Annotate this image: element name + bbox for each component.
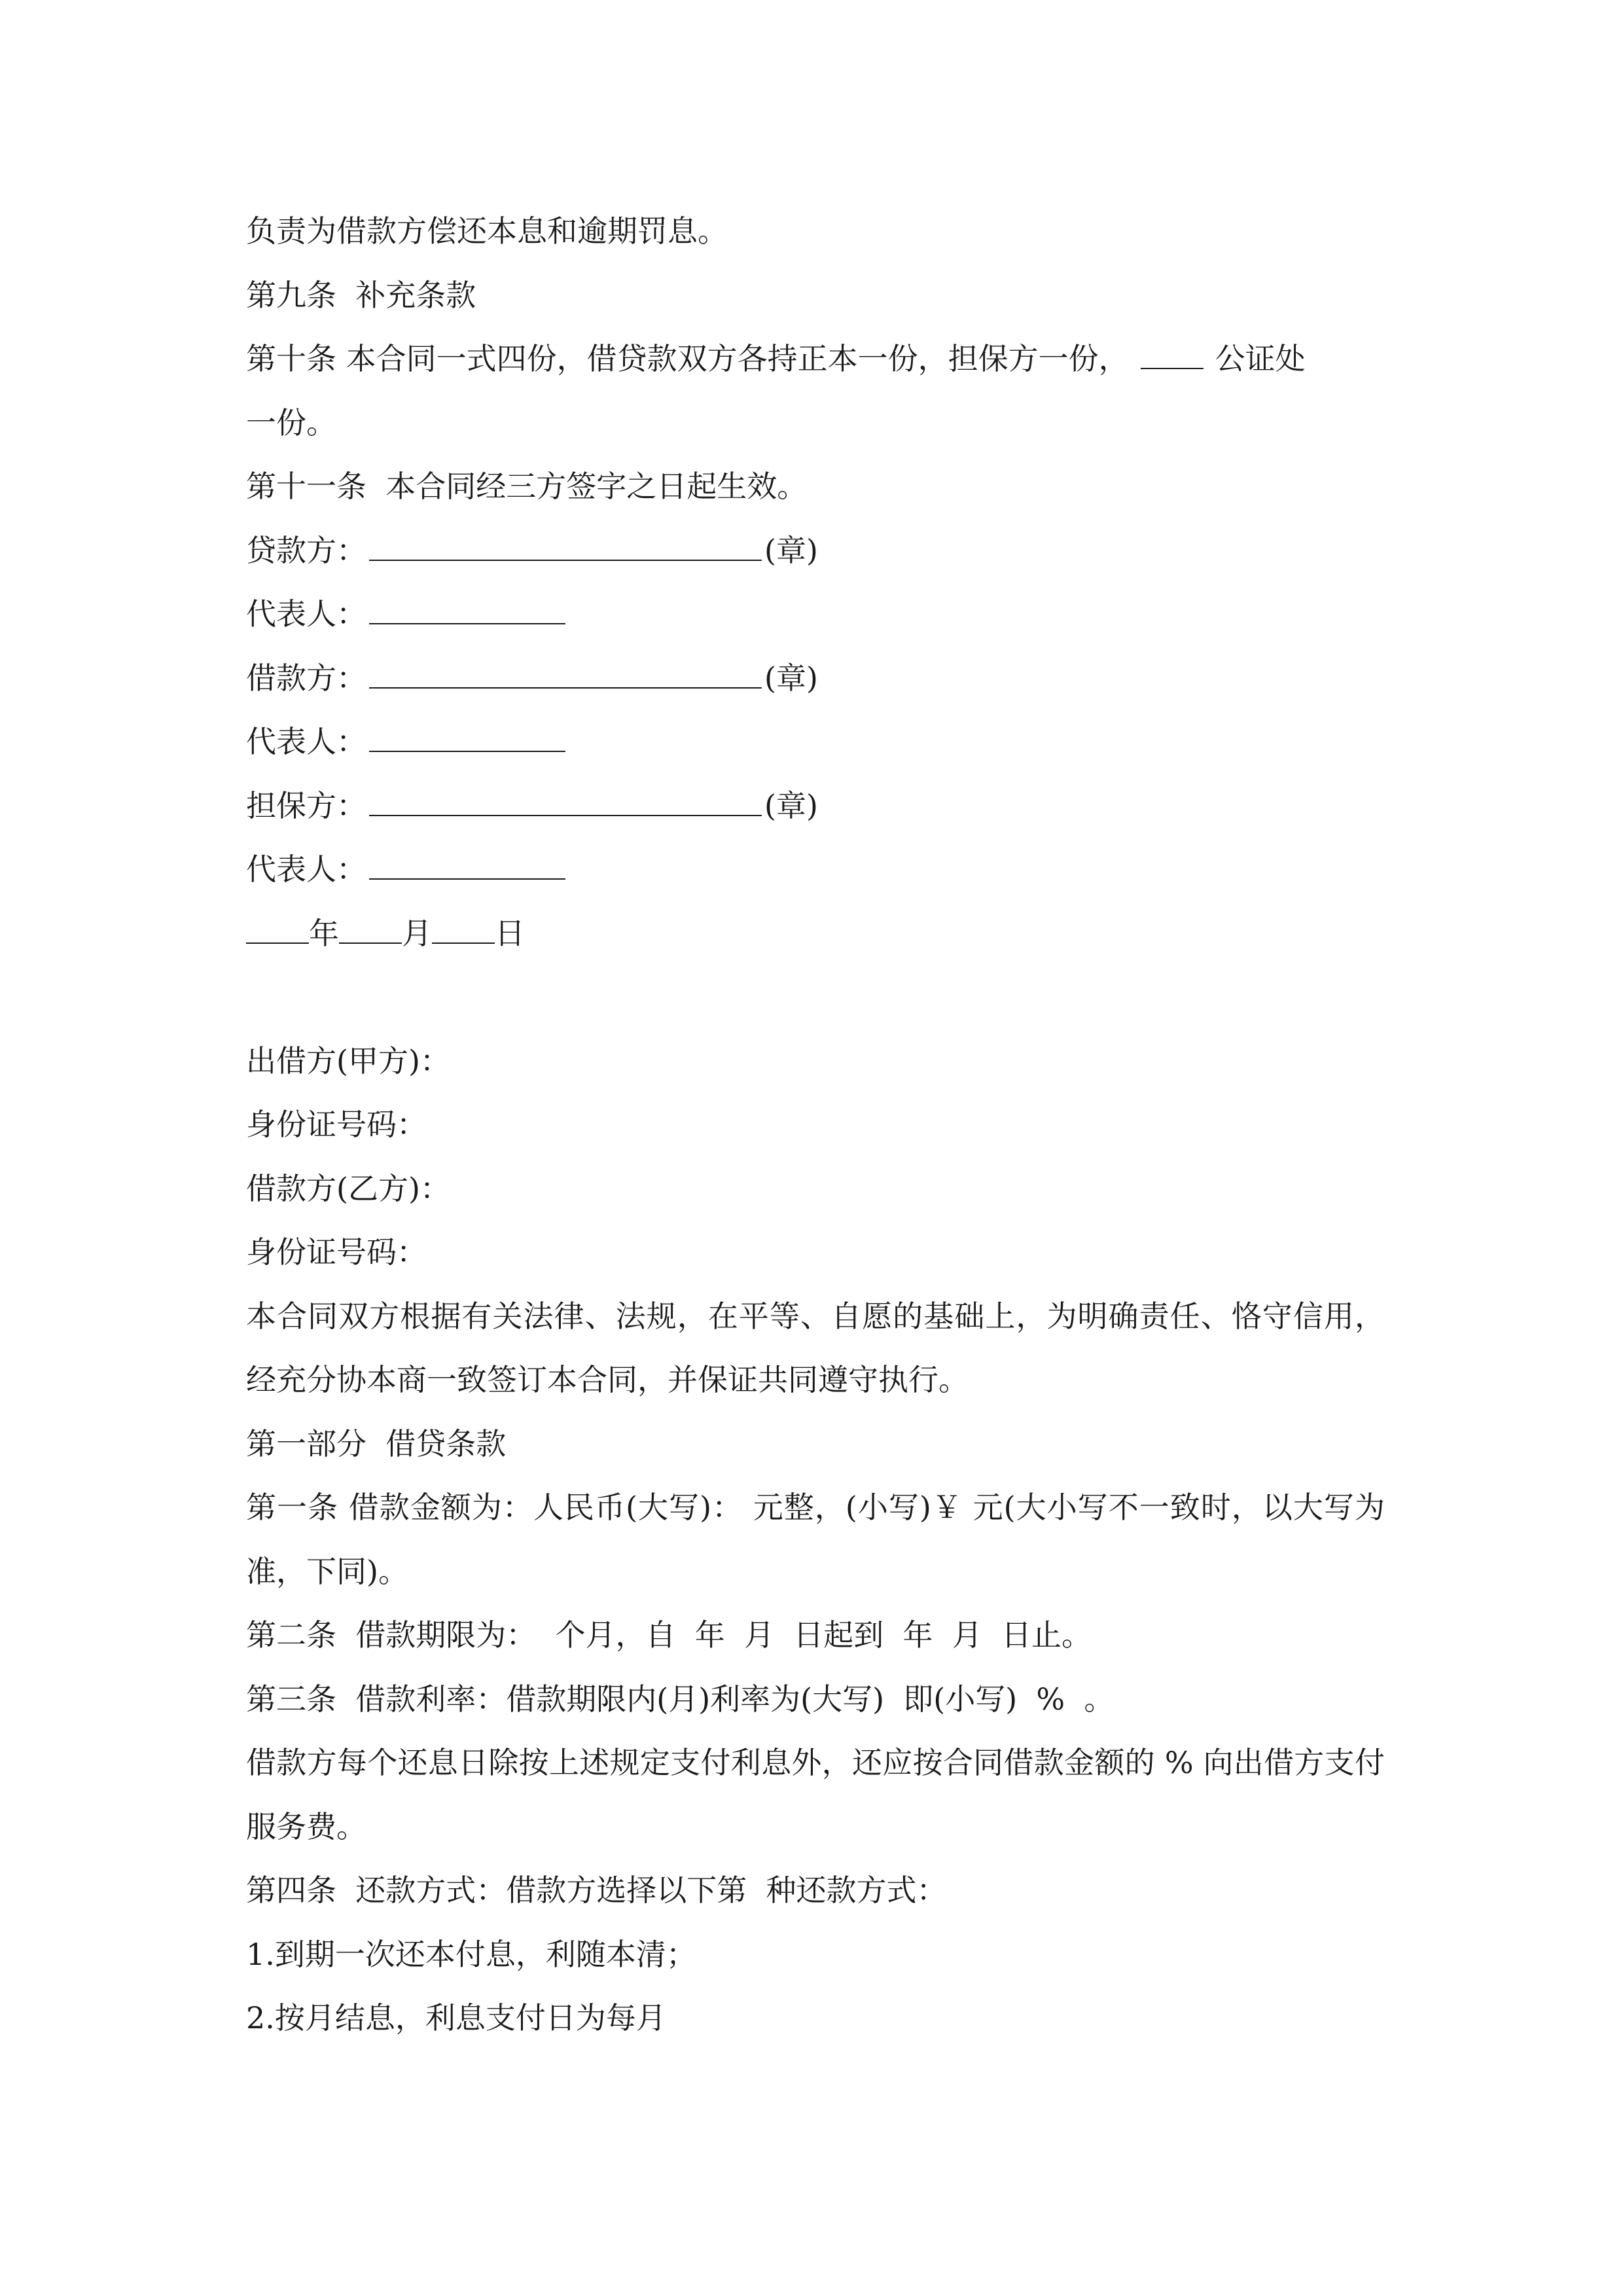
signature-lender-row [246, 519, 1385, 583]
date-day-blank [432, 905, 495, 944]
signature-guarantor-seal: (章) [764, 787, 818, 823]
signature-lender-rep-label: 代表人： [246, 596, 366, 632]
article-10-line1 [246, 327, 1385, 391]
signature-guarantor-blank [369, 777, 762, 816]
date-day-label: 日 [495, 915, 525, 951]
service-fee-paragraph: 借款方每个还息日除按上述规定支付利息外，还应按合同借款金额的 % 向出借方支付服务费。 [246, 1745, 1385, 1844]
article-2-line: 第二条 借款期限为： 个月，自 年 月 日起到 年 月 日止。 [246, 1617, 1092, 1653]
continuation-line: 负责为借款方偿还本息和逾期罚息。 [246, 213, 728, 249]
signature-guarantor-rep-row [246, 838, 1385, 902]
signature-guarantor-rep-blank [369, 840, 565, 880]
document-body [246, 200, 1385, 2051]
signature-lender-rep-row [246, 583, 1385, 647]
article-11: 第十一条 本合同经三方签字之日起生效。 [246, 469, 808, 504]
section-gap [246, 965, 1385, 1030]
lender-party: 出借方(甲方)： [246, 1043, 450, 1079]
notary-blank [1141, 330, 1204, 369]
signature-lender-seal: (章) [764, 532, 818, 568]
article-9: 第九条 补充条款 [246, 277, 476, 313]
signature-lender-label: 贷款方： [246, 532, 366, 568]
article-4-line: 第四条 还款方式：借款方选择以下第 种还款方式： [246, 1873, 947, 1908]
article-10-notary: 公证处 [1215, 341, 1306, 376]
borrower-id: 身份证号码： [246, 1234, 427, 1270]
article-10-line2: 一份。 [246, 404, 336, 440]
signature-guarantor-rep-label: 代表人： [246, 852, 366, 887]
borrower-party: 借款方(乙方)： [246, 1170, 450, 1206]
part-1-heading: 第一部分 借贷条款 [246, 1426, 507, 1462]
article-10-text: 第十条 本合同一式四份，借贷款双方各持正本一份，担保方一份， [246, 341, 1129, 376]
repayment-option-2: 2.按月结息，利息支付日为每月 [246, 2000, 666, 2036]
article-1-paragraph: 第一条 借款金额为：人民币(大写)： 元整，(小写)￥ 元(大小写不一致时，以大写为准，下同)。 [246, 1490, 1385, 1589]
lender-id: 身份证号码： [246, 1107, 427, 1142]
date-year-label: 年 [309, 915, 339, 951]
signature-date-row [246, 902, 1385, 966]
signature-guarantor-row [246, 774, 1385, 838]
preamble-paragraph: 本合同双方根据有关法律、法规，在平等、自愿的基础上，为明确责任、恪守信用，经充分协本商一致签订本合同，并保证共同遵守执行。 [246, 1298, 1385, 1397]
article-3-line: 第三条 借款利率：借款期限内(月)利率为(大写) 即(小写) % 。 [246, 1681, 1115, 1717]
date-month-blank [339, 905, 402, 944]
signature-borrower-rep-row [246, 710, 1385, 774]
signature-lender-rep-blank [369, 585, 565, 624]
repayment-option-1: 1.到期一次还本付息，利随本清； [246, 1936, 696, 1972]
signature-borrower-rep-blank [369, 713, 565, 752]
signature-borrower-blank [369, 649, 762, 689]
signature-guarantor-label: 担保方： [246, 787, 366, 823]
signature-borrower-label: 借款方： [246, 660, 366, 696]
signature-borrower-seal: (章) [764, 660, 818, 696]
signature-lender-blank [369, 522, 762, 561]
signature-borrower-rep-label: 代表人： [246, 724, 366, 759]
date-year-blank [246, 905, 309, 944]
signature-borrower-row [246, 647, 1385, 711]
date-month-label: 月 [402, 915, 432, 951]
